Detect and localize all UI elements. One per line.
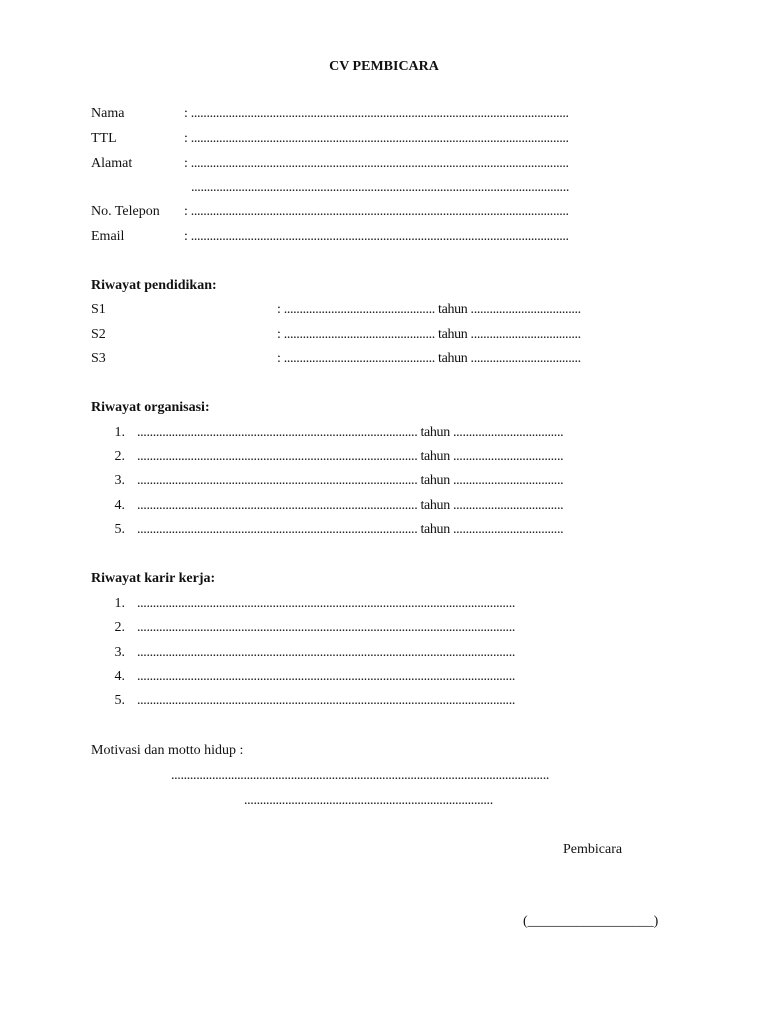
identity-field-alamat-continuation: ........................................................................................................................: [191, 180, 570, 195]
organization-item-number: 5.: [114, 522, 125, 537]
education-field-s3: : ................................................ tahun ...................................: [277, 351, 581, 366]
career-item-field: ........................................................................................................................: [137, 645, 516, 660]
organization-item-number: 4.: [114, 498, 125, 513]
career-item-field: ........................................................................................................................: [137, 669, 516, 684]
education-heading: Riwayat pendidikan:: [91, 278, 217, 293]
education-field-s1: : ................................................ tahun ...................................: [277, 302, 581, 317]
organization-item-field: ......................................................................................... tahun ...................................: [137, 449, 564, 464]
identity-label-nama: Nama: [91, 106, 125, 121]
motto-label: Motivasi dan motto hidup :: [91, 743, 244, 758]
organization-item-field: ......................................................................................... tahun ...................................: [137, 425, 564, 440]
education-label-s2: S2: [91, 327, 106, 342]
career-item-number: 3.: [114, 645, 125, 660]
identity-label-email: Email: [91, 229, 125, 244]
signature-label: Pembicara: [563, 842, 623, 857]
motto-line-1: ........................................................................................................................: [171, 768, 550, 783]
motto-line-2: ...............................................................................: [244, 793, 493, 808]
career-heading: Riwayat karir kerja:: [91, 571, 216, 586]
identity-field-email: : ........................................................................................................................: [184, 229, 569, 244]
identity-field-telepon: : ........................................................................................................................: [184, 204, 569, 219]
signature-line: (__________________): [523, 914, 659, 929]
education-field-s2: : ................................................ tahun ...................................: [277, 327, 581, 342]
organization-heading: Riwayat organisasi:: [91, 400, 210, 415]
career-item-number: 4.: [114, 669, 125, 684]
document-title: CV PEMBICARA: [329, 59, 439, 74]
career-item-field: ........................................................................................................................: [137, 693, 516, 708]
identity-label-telepon: No. Telepon: [91, 204, 160, 219]
organization-item-number: 3.: [114, 473, 125, 488]
identity-field-nama: : ........................................................................................................................: [184, 106, 569, 121]
organization-item-number: 1.: [114, 425, 125, 440]
career-item-number: 2.: [114, 620, 125, 635]
organization-item-number: 2.: [114, 449, 125, 464]
career-item-number: 1.: [114, 596, 125, 611]
organization-item-field: ......................................................................................... tahun ...................................: [137, 473, 564, 488]
identity-field-alamat: : ........................................................................................................................: [184, 156, 569, 171]
education-label-s3: S3: [91, 351, 106, 366]
career-item-number: 5.: [114, 693, 125, 708]
career-item-field: ........................................................................................................................: [137, 596, 516, 611]
career-item-field: ........................................................................................................................: [137, 620, 516, 635]
identity-field-ttl: : ........................................................................................................................: [184, 131, 569, 146]
organization-item-field: ......................................................................................... tahun ...................................: [137, 522, 564, 537]
identity-label-alamat: Alamat: [91, 156, 133, 171]
identity-label-ttl: TTL: [91, 131, 117, 146]
education-label-s1: S1: [91, 302, 106, 317]
organization-item-field: ......................................................................................... tahun ...................................: [137, 498, 564, 513]
